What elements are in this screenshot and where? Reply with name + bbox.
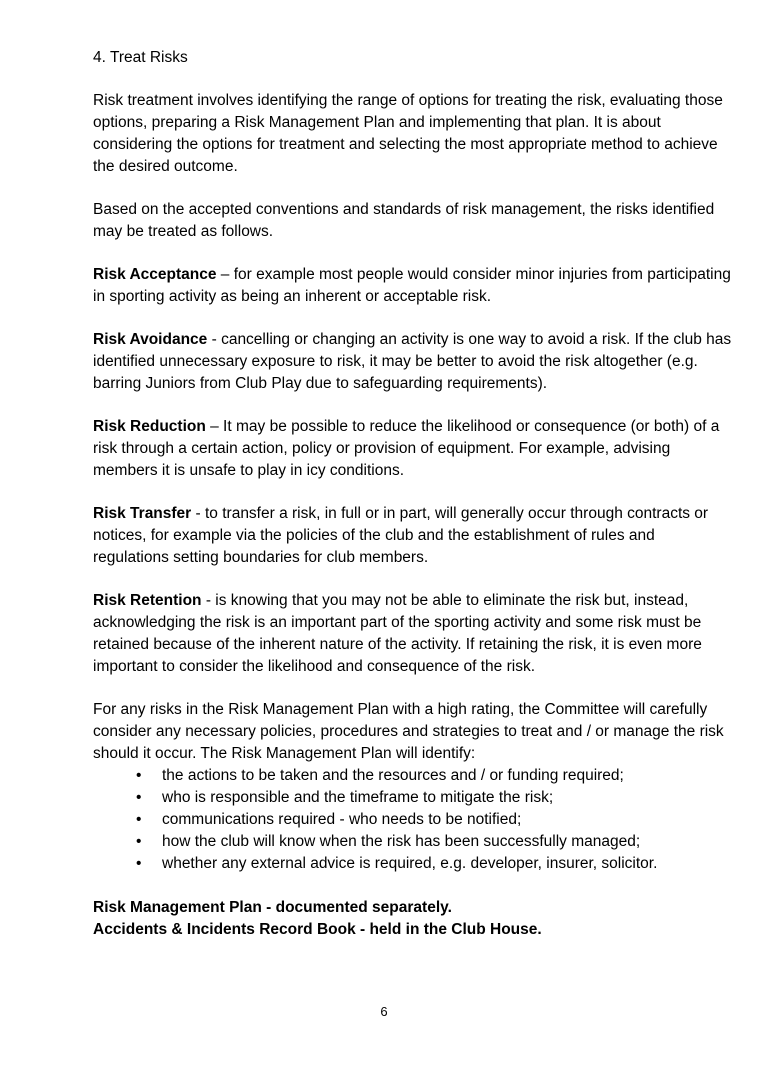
bullet-icon: • (136, 811, 142, 828)
section-heading: 4. Treat Risks (93, 49, 188, 66)
list-item (136, 765, 733, 787)
list-item (136, 809, 733, 831)
bullet-icon: • (136, 855, 142, 872)
treatment-paragraph-acceptance (93, 264, 733, 308)
treatment-term: Risk Retention (93, 592, 202, 609)
treatment-text: - is knowing that you may not be able to eliminate the risk but, instead, acknowledging the risk is an important part of the sporting activity and some risk must be retained because of the inherent nature of the activity. If retaining the risk, it is even more important to consider the likelihood and consequence of the risk. (93, 592, 702, 675)
document-page (93, 47, 733, 941)
list-item (136, 787, 733, 809)
treatment-text: - cancelling or changing an activity is one way to avoid a risk. If the club has identified unnecessary exposure to risk, it may be better to avoid the risk altogether (e.g. barring Juniors from Club Play due to safeguarding requirements). (93, 331, 732, 392)
treatment-term: Risk Acceptance (93, 266, 217, 283)
intro-paragraph: Based on the accepted conventions and standards of risk management, the risks identified may be treated as follows. (93, 201, 715, 240)
list-item-text: who is responsible and the timeframe to mitigate the risk; (162, 789, 554, 806)
treatment-paragraph-retention (93, 590, 733, 678)
list-item-text: how the club will know when the risk has been successfully managed; (162, 833, 641, 850)
treatment-paragraph-avoidance (93, 329, 733, 395)
plan-items-list (93, 765, 733, 875)
page-number: 6 (380, 1004, 388, 1019)
list-item-text: the actions to be taken and the resources and / or funding required; (162, 767, 624, 784)
bullet-icon: • (136, 789, 142, 806)
closing-notes (93, 897, 733, 941)
treatment-term: Risk Reduction (93, 418, 206, 435)
list-item-text: whether any external advice is required, e.g. developer, insurer, solicitor. (162, 855, 658, 872)
treatment-text: – It may be possible to reduce the likelihood or consequence (or both) of a risk through a certain action, policy or provision of equipment. For example, advising members it is unsafe to play in icy conditions. (93, 418, 720, 479)
treatment-term: Risk Avoidance (93, 331, 208, 348)
list-item (136, 831, 733, 853)
treatment-paragraph-reduction (93, 416, 733, 482)
closing-line-record-book: Accidents & Incidents Record Book - held in the Club House. (93, 921, 542, 938)
bullet-icon: • (136, 833, 142, 850)
treatment-text: - to transfer a risk, in full or in part, will generally occur through contracts or notices, for example via the policies of the club and the establishment of rules and regulations setting boundaries for club members. (93, 505, 709, 566)
treatment-paragraph-transfer (93, 503, 733, 569)
closing-line-plan: Risk Management Plan - documented separately. (93, 899, 452, 916)
treatment-text: – for example most people would consider minor injuries from participating in sporting activity as being an inherent or acceptable risk. (93, 266, 731, 305)
intro-paragraph: Risk treatment involves identifying the range of options for treating the risk, evaluating those options, preparing a Risk Management Plan and implementing that plan. It is about considering the options for treatment and selecting the most appropriate method to achieve the desired outcome. (93, 92, 723, 175)
treatment-term: Risk Transfer (93, 505, 192, 522)
list-item-text: communications required - who needs to be notified; (162, 811, 522, 828)
plan-paragraph: For any risks in the Risk Management Plan with a high rating, the Committee will carefully consider any necessary policies, procedures and strategies to treat and / or manage the risk should it occur. The Risk Management Plan will identify: (93, 701, 724, 762)
bullet-icon: • (136, 767, 142, 784)
list-item (136, 853, 733, 875)
